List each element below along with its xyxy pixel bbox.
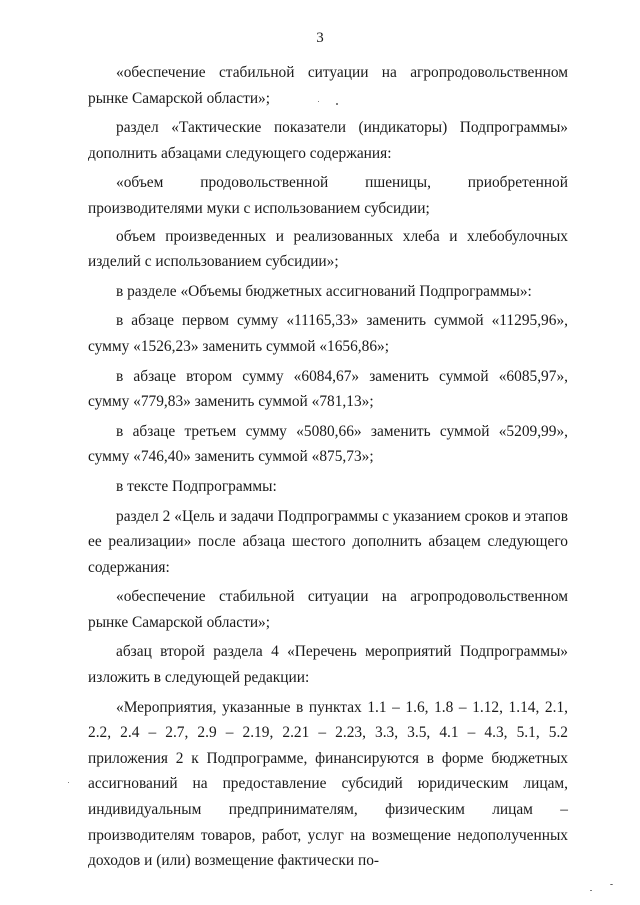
paragraph-8: в абзаце третьем сумму «5080,66» заменить суммой «5209,99», сумму «746,40» заменить суммой «875,73»;	[88, 422, 568, 466]
scan-speck	[610, 884, 613, 885]
paragraph-1: «обеспечение стабильной ситуации на агропродовольственном рынке Самарской области»;	[88, 64, 568, 107]
page-number: 3	[316, 30, 324, 46]
paragraph-12: абзац второй раздела 4 «Перечень мероприятий Подпрограммы» изложить в следующей редакции:	[88, 643, 568, 687]
paragraph-2: раздел «Тактические показатели (индикаторы) Подпрограммы» дополнить абзацами следующего содержания:	[88, 119, 568, 162]
paragraph-5: в разделе «Объемы бюджетных ассигнований Подпрограммы»:	[116, 282, 532, 300]
paragraph-4: объем произведенных и реализованных хлеба и хлебобулочных изделий с использованием субсидии»;	[88, 227, 568, 271]
scan-speck	[68, 782, 69, 783]
paragraph-7: в абзаце втором сумму «6084,67» заменить суммой «6085,97», сумму «779,83» заменить суммой «781,13»;	[88, 367, 568, 411]
paragraph-13: «Мероприятия, указанные в пунктах 1.1 – 1.6, 1.8 – 1.12, 1.14, 2.1, 2.2, 2.4 – 2.7, 2.9 – 2.19, 2.21 – 2.23, 3.3, 3.5, 4.1 – 4.3, 5.1, 5.2 приложения 2 к Подпрограмме, финансируются в форме бюджетных ассигнований на предоставление субсидий юридическим лицам, индивидуальным предпринимателям, физическим лицам – производителям товаров, работ, услуг на возмещение недополученных доходов и (или) возмещение фактически по-	[88, 698, 568, 870]
scan-speck	[336, 103, 338, 105]
scan-speck	[318, 101, 319, 102]
paragraph-11: «обеспечение стабильной ситуации на агропродовольственном рынке Самарской области»;	[88, 588, 568, 631]
scan-speck	[590, 890, 592, 891]
document-body	[88, 60, 568, 874]
paragraph-6: в абзаце первом сумму «11165,33» заменить суммой «11295,96», сумму «1526,23» заменить суммой «1656,86»;	[88, 312, 568, 355]
paragraph-9: в тексте Подпрограммы:	[116, 477, 277, 495]
paragraph-3: «объем продовольственной пшеницы, приобретенной производителями муки с использованием субсидии;	[88, 174, 568, 217]
paragraph-10: раздел 2 «Цель и задачи Подпрограммы с указанием сроков и этапов ее реализации» после абзаца шестого дополнить абзацем следующего содержания:	[88, 507, 568, 576]
